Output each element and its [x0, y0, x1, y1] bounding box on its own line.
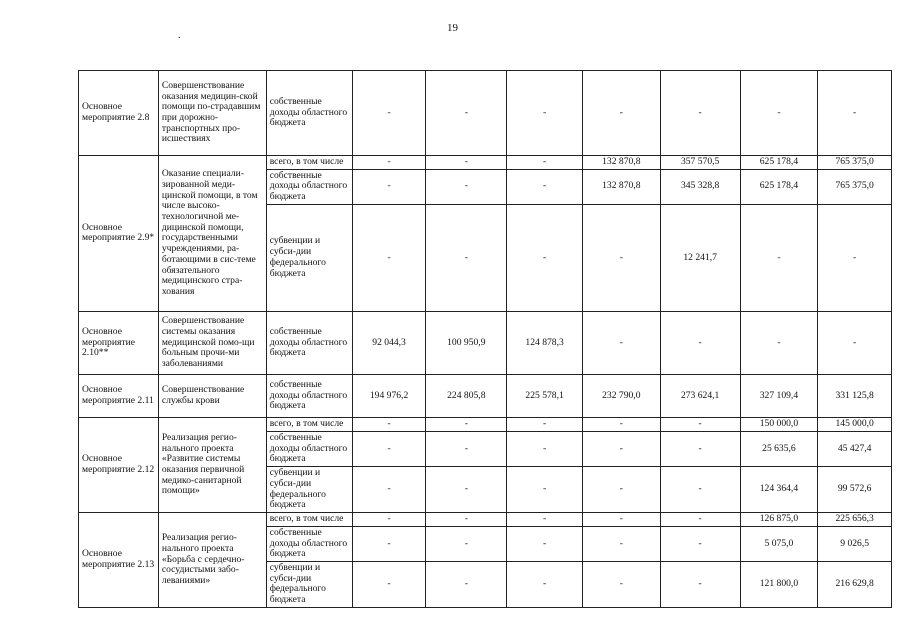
value-cell: - [740, 71, 818, 156]
value-cell: 345 328,8 [660, 169, 740, 204]
value-cell: 357 570,5 [660, 156, 740, 170]
value-cell: 224 805,8 [426, 374, 507, 417]
event-cell: Основное мероприятие 2.13 [79, 513, 159, 608]
value-cell: 273 624,1 [660, 374, 740, 417]
funding-source-cell: собственные доходы областного бюджета [266, 71, 352, 156]
value-cell: 45 427,4 [818, 431, 892, 466]
value-cell: - [352, 513, 426, 527]
value-cell: - [352, 431, 426, 466]
value-cell: 232 790,0 [582, 374, 660, 417]
table-row [79, 513, 892, 527]
value-cell: - [582, 417, 660, 431]
value-cell: - [660, 467, 740, 513]
value-cell: 625 178,4 [740, 169, 818, 204]
value-cell: - [352, 156, 426, 170]
table-row [79, 417, 892, 431]
funding-source-cell: субвенции и субси-дии федерального бюджета [266, 562, 352, 608]
description-cell: Оказание специали-зированной меди-цинской помощи, в том числе высоко-технологичной ме-дицинской помощи, государственными учреждениями, ра-ботающими в сис-теме обязательного медицинского стра-хования [158, 156, 266, 312]
value-cell: - [507, 562, 583, 608]
value-cell: - [426, 156, 507, 170]
table-row [79, 311, 892, 374]
value-cell: - [507, 204, 583, 311]
value-cell: 99 572,6 [818, 467, 892, 513]
value-cell: 216 629,8 [818, 562, 892, 608]
funding-source-cell: всего, в том числе [266, 513, 352, 527]
program-events-table [78, 70, 892, 608]
value-cell: - [426, 513, 507, 527]
value-cell: 765 375,0 [818, 169, 892, 204]
value-cell: - [426, 417, 507, 431]
value-cell: - [352, 417, 426, 431]
value-cell: - [660, 417, 740, 431]
description-cell: Совершенствование системы оказания медицинской помо-щи больным прочи-ми заболеваниями [158, 311, 266, 374]
value-cell: - [818, 204, 892, 311]
value-cell: 327 109,4 [740, 374, 818, 417]
value-cell: - [352, 71, 426, 156]
value-cell: - [818, 71, 892, 156]
value-cell: 194 976,2 [352, 374, 426, 417]
value-cell: 126 875,0 [740, 513, 818, 527]
value-cell: - [660, 513, 740, 527]
value-cell: 331 125,8 [818, 374, 892, 417]
funding-source-cell: собственные доходы областного бюджета [266, 169, 352, 204]
value-cell: - [352, 204, 426, 311]
value-cell: - [582, 204, 660, 311]
value-cell: 25 635,6 [740, 431, 818, 466]
value-cell: - [507, 431, 583, 466]
funding-source-cell: собственные доходы областного бюджета [266, 431, 352, 466]
event-cell: Основное мероприятие 2.10** [79, 311, 159, 374]
value-cell: 150 000,0 [740, 417, 818, 431]
value-cell: - [426, 169, 507, 204]
funding-source-cell: собственные доходы областного бюджета [266, 374, 352, 417]
funding-source-cell: всего, в том числе [266, 417, 352, 431]
value-cell: - [352, 562, 426, 608]
value-cell: - [660, 431, 740, 466]
value-cell: 121 800,0 [740, 562, 818, 608]
value-cell: - [507, 71, 583, 156]
description-cell: Реализация регио-нального проекта «Развитие системы оказания первичной медико-санитарной помощи» [158, 417, 266, 512]
value-cell: - [582, 71, 660, 156]
value-cell: 145 000,0 [818, 417, 892, 431]
value-cell: - [740, 311, 818, 374]
value-cell: - [582, 311, 660, 374]
value-cell: - [507, 156, 583, 170]
value-cell: - [582, 513, 660, 527]
value-cell: - [660, 311, 740, 374]
value-cell: 225 656,3 [818, 513, 892, 527]
value-cell: - [426, 204, 507, 311]
value-cell: 225 578,1 [507, 374, 583, 417]
value-cell: - [426, 467, 507, 513]
value-cell: - [660, 71, 740, 156]
margin-mark: . [178, 30, 181, 41]
value-cell: 625 178,4 [740, 156, 818, 170]
value-cell: - [352, 169, 426, 204]
value-cell: - [582, 431, 660, 466]
value-cell: 9 026,5 [818, 526, 892, 561]
event-cell: Основное мероприятие 2.12 [79, 417, 159, 512]
table-row [79, 156, 892, 170]
value-cell: 124 364,4 [740, 467, 818, 513]
value-cell: 100 950,9 [426, 311, 507, 374]
value-cell: - [352, 467, 426, 513]
value-cell: - [507, 513, 583, 527]
value-cell: - [660, 526, 740, 561]
description-cell: Совершенствование службы крови [158, 374, 266, 417]
value-cell: - [818, 311, 892, 374]
event-cell: Основное мероприятие 2.9* [79, 156, 159, 312]
value-cell: - [507, 467, 583, 513]
value-cell: - [507, 169, 583, 204]
value-cell: - [352, 526, 426, 561]
table-row [79, 374, 892, 417]
value-cell: 12 241,7 [660, 204, 740, 311]
value-cell: 124 878,3 [507, 311, 583, 374]
value-cell: 132 870,8 [582, 169, 660, 204]
description-cell: Реализация регио-нального проекта «Борьба с сердечно-сосудистыми забо-леваниями» [158, 513, 266, 608]
value-cell: - [582, 526, 660, 561]
value-cell: - [426, 562, 507, 608]
value-cell: - [582, 562, 660, 608]
value-cell: 92 044,3 [352, 311, 426, 374]
page-number: 19 [447, 22, 458, 34]
value-cell: - [426, 71, 507, 156]
value-cell: - [426, 431, 507, 466]
value-cell: 765 375,0 [818, 156, 892, 170]
funding-source-cell: собственные доходы областного бюджета [266, 526, 352, 561]
funding-source-cell: субвенции и субси-дии федерального бюджета [266, 467, 352, 513]
table-row [79, 71, 892, 156]
value-cell: - [426, 526, 507, 561]
event-cell: Основное мероприятие 2.11 [79, 374, 159, 417]
value-cell: 132 870,8 [582, 156, 660, 170]
value-cell: - [582, 467, 660, 513]
value-cell: - [507, 417, 583, 431]
event-cell: Основное мероприятие 2.8 [79, 71, 159, 156]
value-cell: 5 075,0 [740, 526, 818, 561]
funding-source-cell: всего, в том числе [266, 156, 352, 170]
funding-source-cell: субвенции и субси-дии федерального бюджета [266, 204, 352, 311]
funding-source-cell: собственные доходы областного бюджета [266, 311, 352, 374]
value-cell: - [507, 526, 583, 561]
value-cell: - [660, 562, 740, 608]
value-cell: - [740, 204, 818, 311]
table-body [79, 71, 892, 608]
description-cell: Совершенствование оказания медицин-ской помощи по-страдавшим при дорожно-транспортных про-исшествиях [158, 71, 266, 156]
